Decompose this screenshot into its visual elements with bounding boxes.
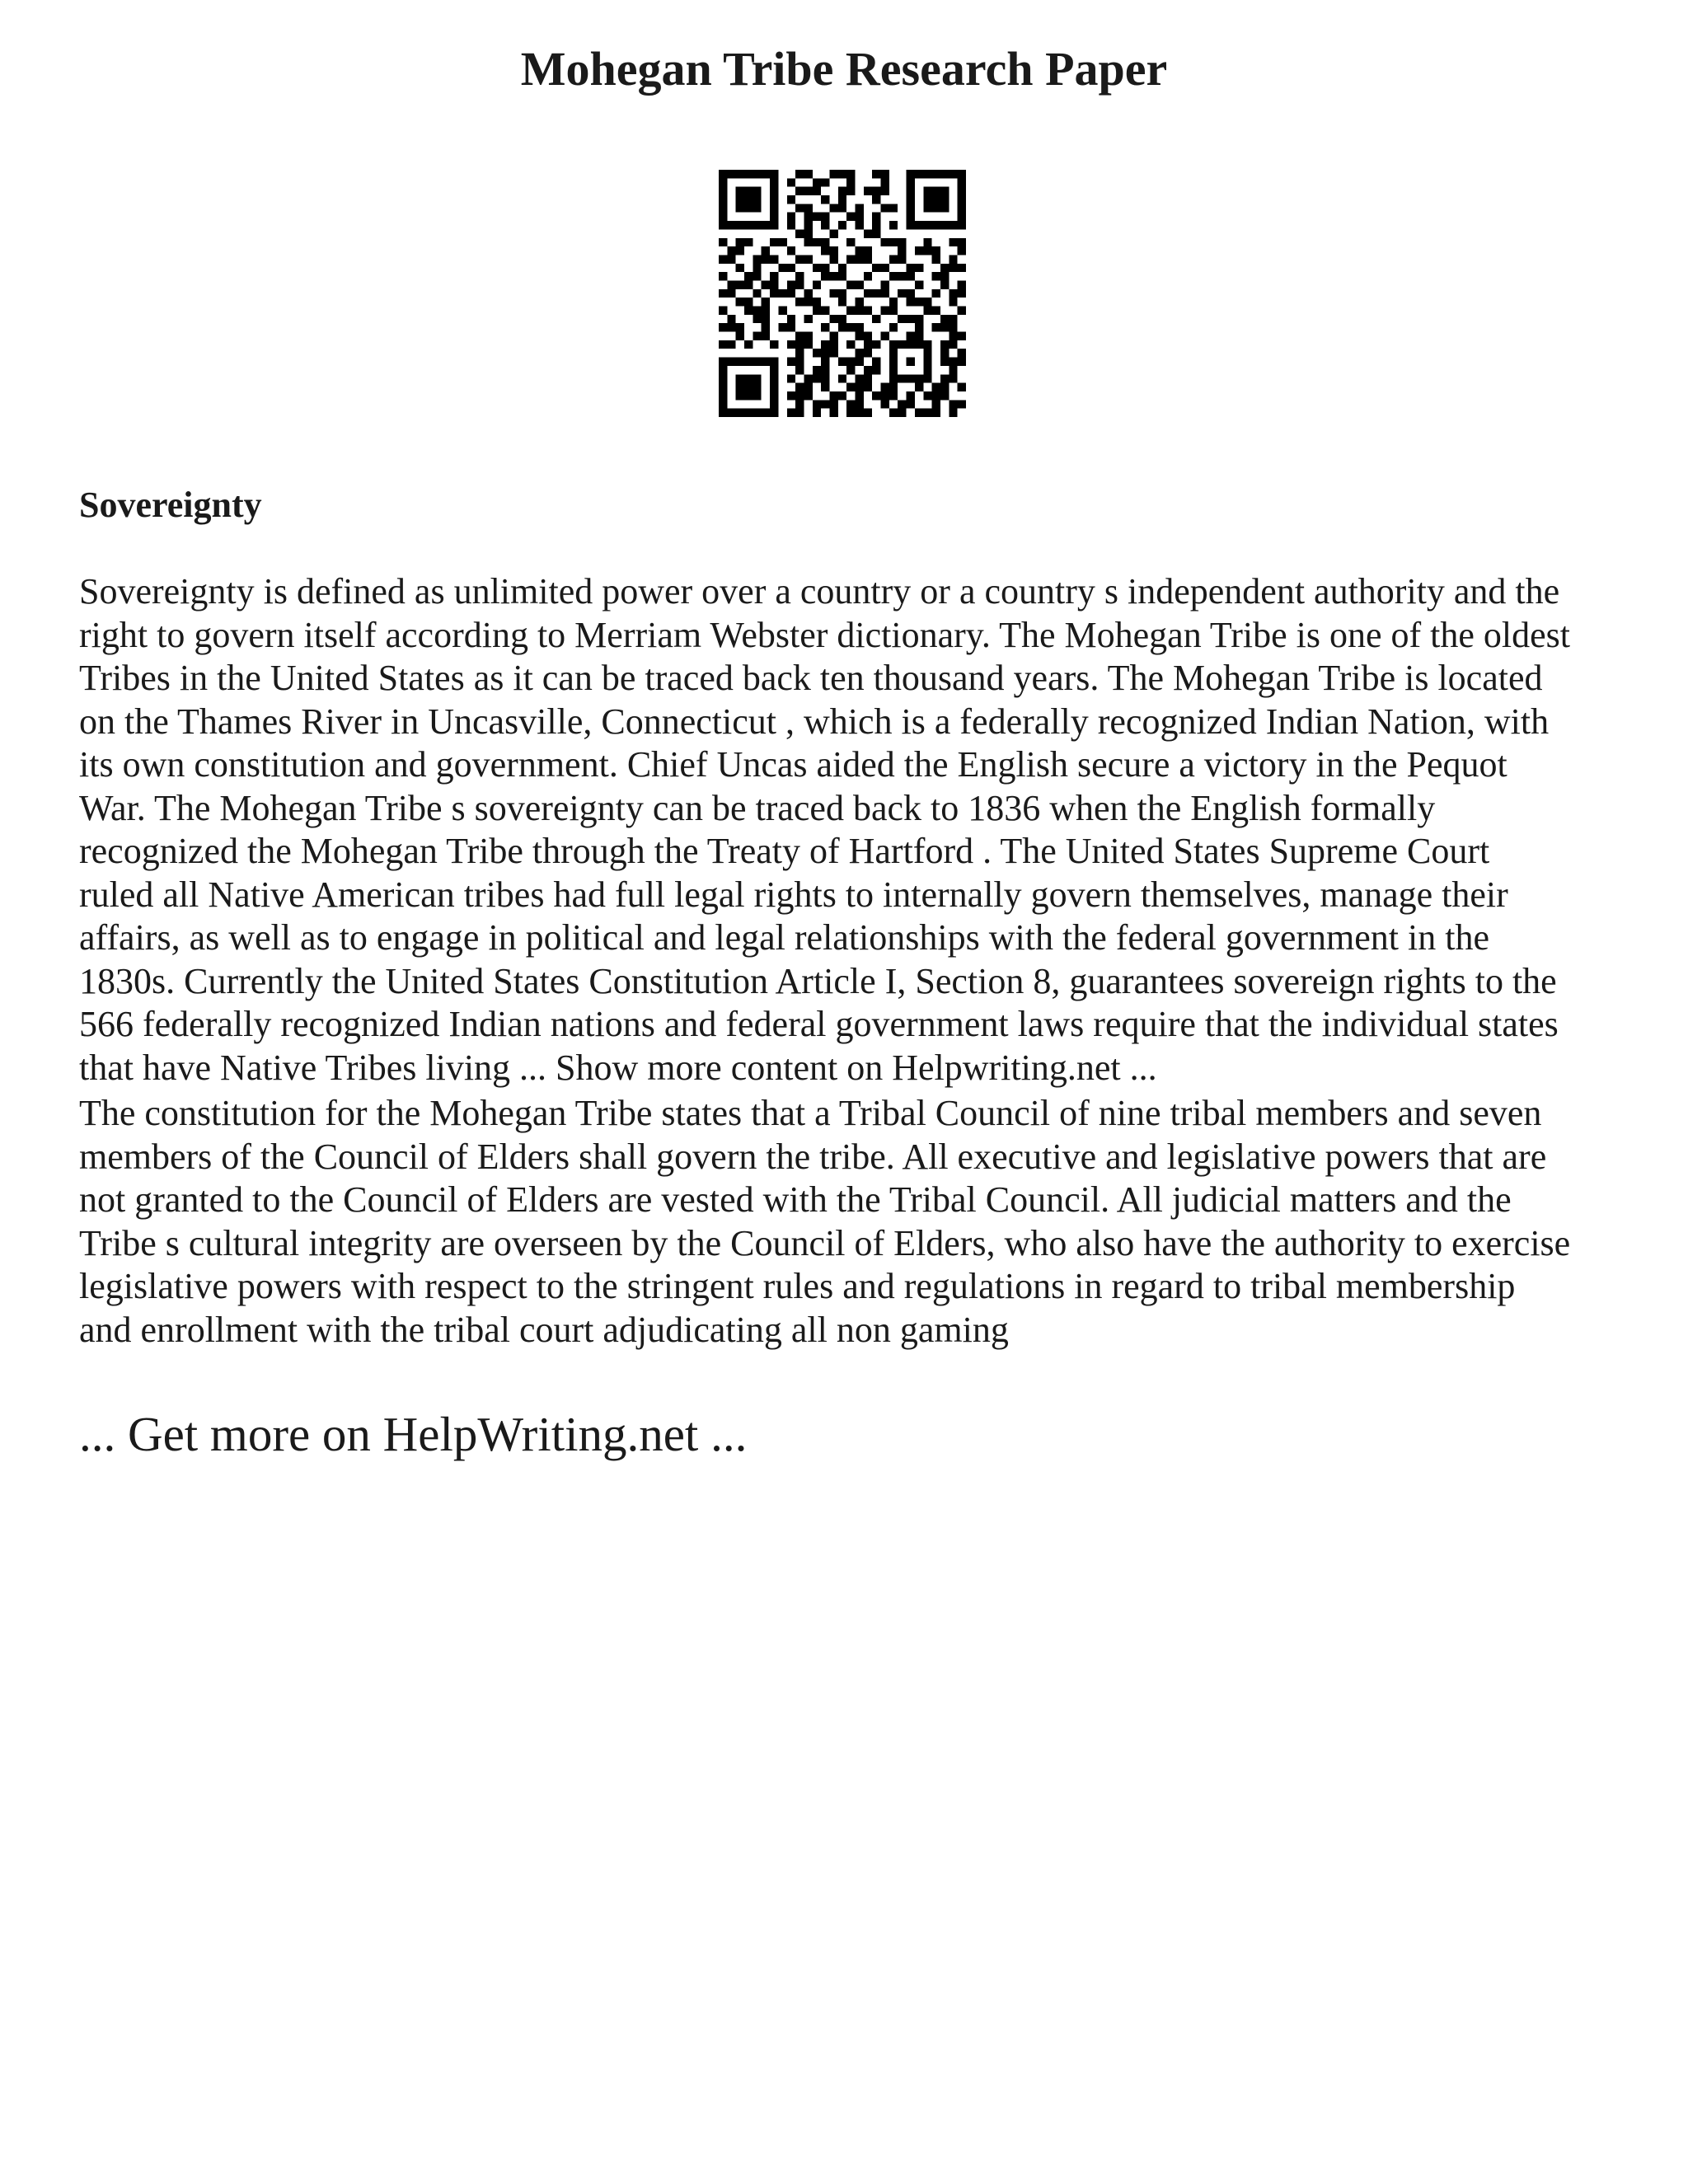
- qr-code-icon[interactable]: [719, 170, 966, 417]
- paragraph-line: Tribe s cultural integrity are overseen by the Council of Elders, who also have the authority to exercise: [79, 1222, 1571, 1263]
- get-more-link[interactable]: ... Get more on HelpWriting.net ...: [79, 1407, 748, 1461]
- page-title: Mohegan Tribe Research Paper: [520, 42, 1168, 96]
- paragraph-line: recognized the Mohegan Tribe through the Treaty of Hartford . The United States Supreme Court: [79, 831, 1490, 871]
- body-paragraph-2: [79, 1092, 1645, 1352]
- paragraph-line: Sovereignty is defined as unlimited power over a country or a country s independent authority and the: [79, 571, 1560, 612]
- paragraph-line: War. The Mohegan Tribe s sovereignty can be traced back to 1836 when the English formally: [79, 787, 1436, 828]
- paragraph-line: and enrollment with the tribal court adjudicating all non gaming: [79, 1309, 1009, 1350]
- paragraph-line: affairs, as well as to engage in political and legal relationships with the federal government in the: [79, 917, 1489, 958]
- paragraph-line: Tribes in the United States as it can be traced back ten thousand years. The Mohegan Tribe is located: [79, 658, 1543, 698]
- paragraph-line: ruled all Native American tribes had full legal rights to internally govern themselves, manage their: [79, 874, 1508, 915]
- paragraph-line: members of the Council of Elders shall govern the tribe. All executive and legislative powers that are: [79, 1136, 1547, 1177]
- body-paragraph-1: [79, 570, 1645, 1090]
- paragraph-line: 1830s. Currently the United States Constitution Article I, Section 8, guarantees sovereign rights to the: [79, 960, 1557, 1001]
- paragraph-line: legislative powers with respect to the stringent rules and regulations in regard to tribal membership: [79, 1266, 1516, 1306]
- paragraph-line: right to govern itself according to Merriam Webster dictionary. The Mohegan Tribe is one of the oldest: [79, 614, 1571, 655]
- paragraph-line: on the Thames River in Uncasville, Connecticut , which is a federally recognized Indian Nation, with: [79, 701, 1550, 742]
- paragraph-line: not granted to the Council of Elders are vested with the Tribal Council. All judicial matters and the: [79, 1179, 1512, 1220]
- paragraph-line: The constitution for the Mohegan Tribe states that a Tribal Council of nine tribal members and seven: [79, 1093, 1542, 1133]
- paragraph-line: its own constitution and government. Chief Uncas aided the English secure a victory in the Pequot: [79, 744, 1507, 785]
- paragraph-line: that have Native Tribes living ... Show more content on Helpwriting.net ...: [79, 1047, 1157, 1088]
- paragraph-line: 566 federally recognized Indian nations and federal government laws require that the individual states: [79, 1004, 1559, 1044]
- section-heading: Sovereignty: [79, 485, 262, 525]
